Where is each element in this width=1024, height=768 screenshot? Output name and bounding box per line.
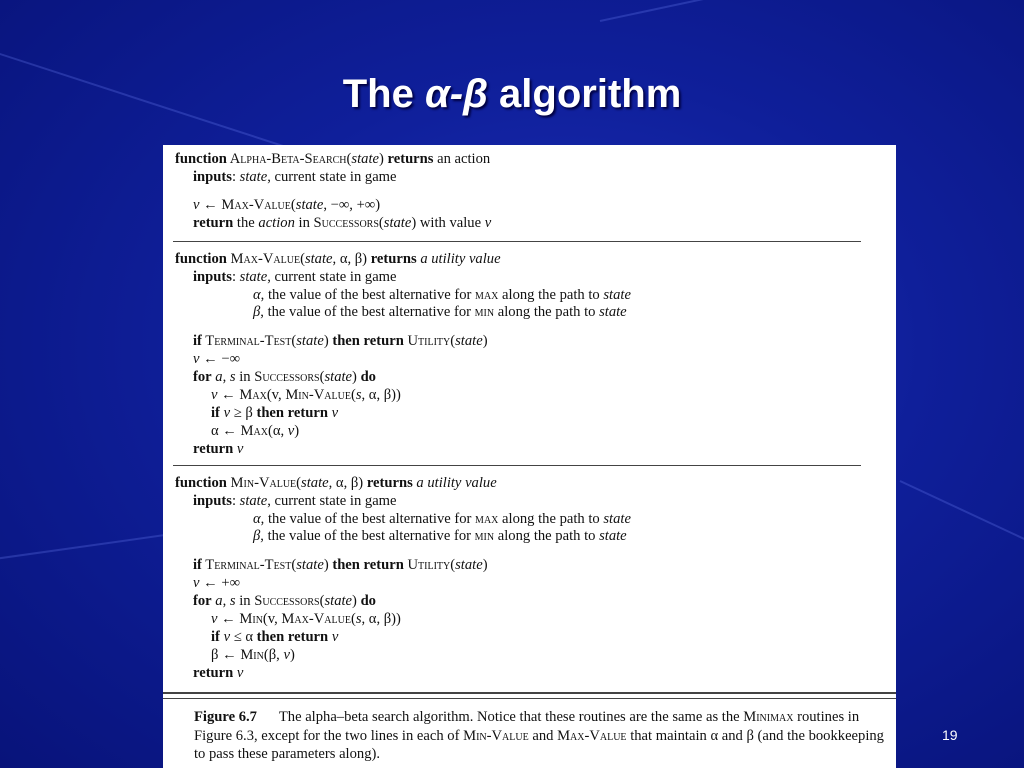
divider <box>173 241 861 242</box>
code-line: if v ≥ β then return v <box>211 405 339 421</box>
code-line: inputs: state, current state in game <box>193 169 397 185</box>
code-line: β ← Min(β, v) <box>211 647 295 663</box>
code-line: return v <box>193 665 244 681</box>
code-line: for a, s in Successors(state) do <box>193 369 376 385</box>
code-line: α ← Max(α, v) <box>211 423 300 439</box>
code-line: β, the value of the best alternative for min along the path to state <box>253 304 627 320</box>
algorithm-figure <box>163 145 896 768</box>
figure-label: Figure 6.7 <box>194 709 257 725</box>
code-line: if Terminal-Test(state) then return Utility(state) <box>193 333 488 349</box>
code-line: return the action in Successors(state) with value v <box>193 215 492 231</box>
figure-caption: Figure 6.7 The alpha–beta search algorithm. Notice that these routines are the same as the Minimax routines in Figure 6.3, except for the two lines in each of Min-Value and Max-Value that maintain α and β (and the bookkeeping to pass these parameters along). <box>194 709 884 762</box>
code-line: v ← −∞ <box>193 351 241 367</box>
code-line: α, the value of the best alternative for max along the path to state <box>253 511 631 527</box>
code-line: function Alpha-Beta-Search(state) returns an action <box>175 151 491 167</box>
code-line: v ← Max-Value(state, −∞, +∞) <box>193 197 381 213</box>
code-line: inputs: state, current state in game <box>193 269 397 285</box>
divider <box>163 698 896 699</box>
code-line: α, the value of the best alternative for max along the path to state <box>253 287 631 303</box>
code-line: if Terminal-Test(state) then return Utility(state) <box>193 557 488 573</box>
slide-title: The α-β algorithm <box>342 72 682 116</box>
divider <box>173 465 861 466</box>
code-line: return v <box>193 441 244 457</box>
code-line: function Max-Value(state, α, β) returns a utility value <box>175 251 501 267</box>
code-line: inputs: state, current state in game <box>193 493 397 509</box>
code-line: function Min-Value(state, α, β) returns a utility value <box>175 475 497 491</box>
code-line: β, the value of the best alternative for min along the path to state <box>253 528 627 544</box>
code-line: v ← +∞ <box>193 575 241 591</box>
code-line: v ← Max(v, Min-Value(s, α, β)) <box>211 387 401 403</box>
code-line: v ← Min(v, Max-Value(s, α, β)) <box>211 611 401 627</box>
code-line: if v ≤ α then return v <box>211 629 339 645</box>
code-line: for a, s in Successors(state) do <box>193 593 376 609</box>
divider <box>163 692 896 694</box>
slide-number: 19 <box>942 727 958 743</box>
